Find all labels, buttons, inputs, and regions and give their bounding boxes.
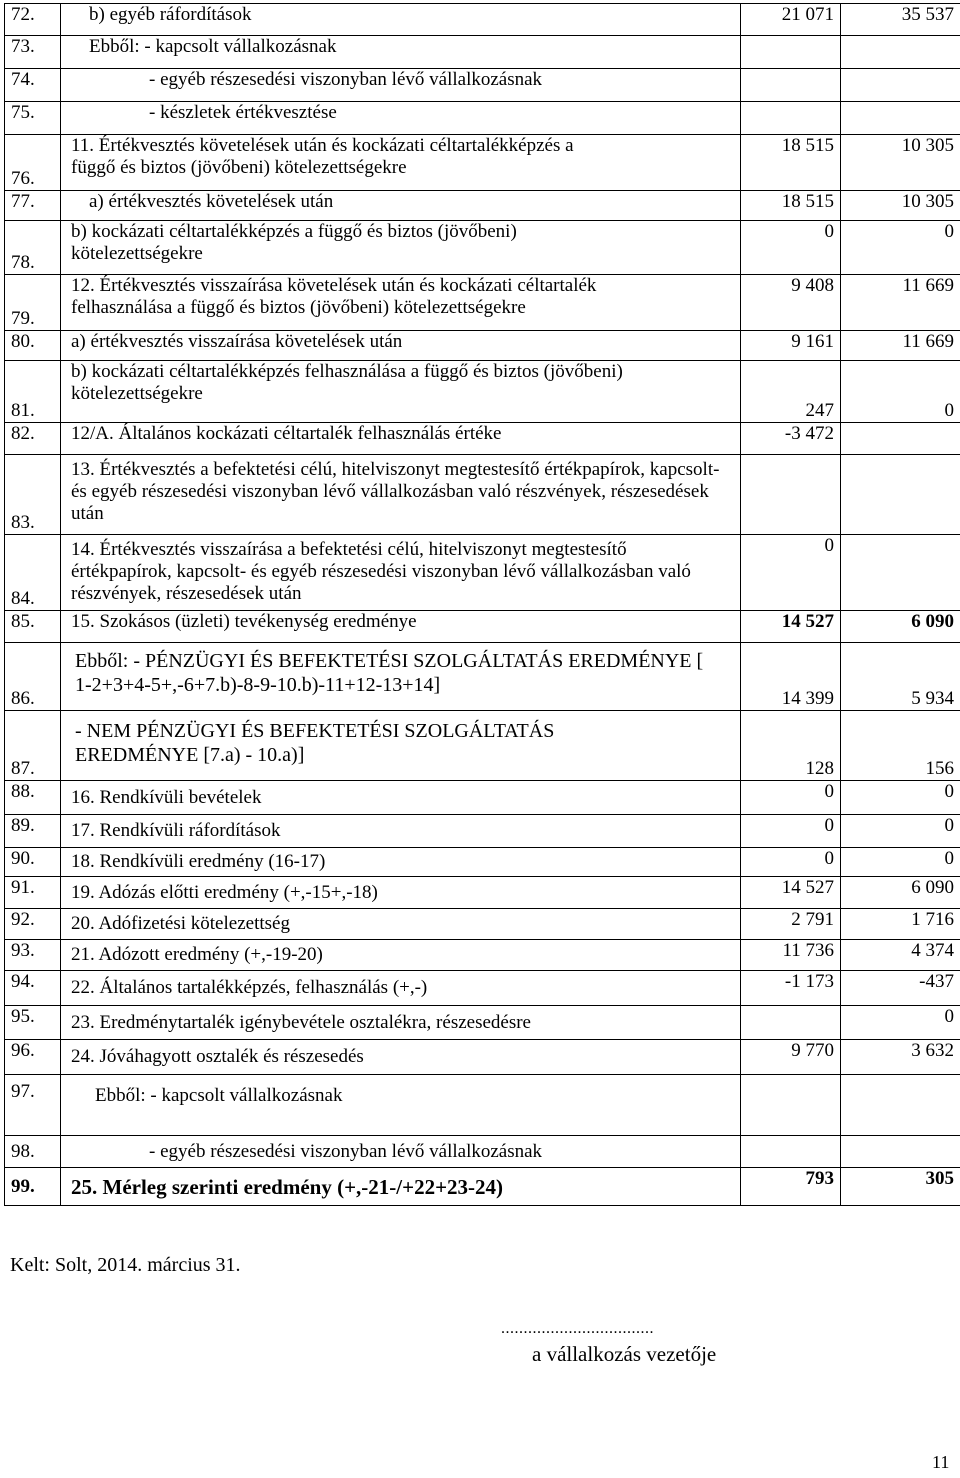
table-row (5, 711, 960, 781)
row-number: 85. (5, 611, 61, 643)
table-row (5, 361, 960, 423)
row-number: 93. (5, 940, 61, 971)
table-row (5, 331, 960, 361)
row-value-previous: 0 (841, 361, 960, 423)
table-row (5, 455, 960, 535)
table-row (5, 102, 960, 135)
row-value-current: 14 527 (741, 611, 841, 643)
row-value-previous: 6 090 (841, 877, 960, 909)
row-value-previous (841, 1075, 960, 1136)
table-row (5, 221, 960, 275)
row-label: 12. Értékvesztés visszaírása követelések után és kockázati céltartalék felhasználása a függő és biztos (jövőbeni) kötelezettségekre (61, 275, 741, 331)
row-value-previous: -437 (841, 971, 960, 1006)
row-value-previous: 1 716 (841, 909, 960, 940)
row-value-previous: 305 (841, 1168, 960, 1206)
row-label: b) kockázati céltartalékképzés felhasználása a függő és biztos (jövőbeni) kötelezettségekre (61, 361, 741, 423)
row-number: 99. (5, 1168, 61, 1206)
row-value-current (741, 69, 841, 102)
table-row (5, 815, 960, 848)
row-number: 84. (5, 535, 61, 611)
row-value-previous (841, 535, 960, 611)
row-value-previous: 4 374 (841, 940, 960, 971)
row-label: 16. Rendkívüli bevételek (61, 781, 741, 815)
row-number: 73. (5, 36, 61, 69)
table-row (5, 423, 960, 455)
row-number: 83. (5, 455, 61, 535)
row-value-previous: 11 669 (841, 275, 960, 331)
row-value-current: -1 173 (741, 971, 841, 1006)
row-value-current: 247 (741, 361, 841, 423)
row-label: 14. Értékvesztés visszaírása a befektetési célú, hitelviszonyt megtestesítő értékpapírok, kapcsolt- és egyéb részesedési viszonyban lévő vállalkozásban való részvények, részesedések után (61, 535, 741, 611)
row-value-previous (841, 455, 960, 535)
row-value-current: 0 (741, 848, 841, 877)
row-label: 24. Jóváhagyott osztalék és részesedés (61, 1040, 741, 1075)
row-value-previous: 10 305 (841, 191, 960, 221)
row-value-current: 14 399 (741, 643, 841, 711)
row-value-current: 9 161 (741, 331, 841, 361)
row-number: 97. (5, 1075, 61, 1136)
row-value-previous: 6 090 (841, 611, 960, 643)
row-label: 20. Adófizetési kötelezettség (61, 909, 741, 940)
row-label: 21. Adózott eredmény (+,-19-20) (61, 940, 741, 971)
row-value-current (741, 1006, 841, 1040)
row-number: 76. (5, 135, 61, 191)
row-number: 82. (5, 423, 61, 455)
row-value-current: 18 515 (741, 191, 841, 221)
row-label: - egyéb részesedési viszonyban lévő vállalkozásnak (61, 1136, 741, 1168)
row-number: 72. (5, 4, 61, 36)
row-value-previous (841, 36, 960, 69)
row-value-current: 11 736 (741, 940, 841, 971)
row-number: 96. (5, 1040, 61, 1075)
table-row (5, 69, 960, 102)
row-value-current: 14 527 (741, 877, 841, 909)
row-label: - egyéb részesedési viszonyban lévő vállalkozásnak (61, 69, 741, 102)
row-value-current: 18 515 (741, 135, 841, 191)
row-value-current (741, 1075, 841, 1136)
row-value-current: 793 (741, 1168, 841, 1206)
row-value-previous (841, 1136, 960, 1168)
row-label: 23. Eredménytartalék igénybevétele osztalékra, részesedésre (61, 1006, 741, 1040)
row-value-previous: 3 632 (841, 1040, 960, 1075)
row-value-previous: 5 934 (841, 643, 960, 711)
table-row (5, 909, 960, 940)
row-number: 90. (5, 848, 61, 877)
row-number: 92. (5, 909, 61, 940)
row-value-current: 9 770 (741, 1040, 841, 1075)
row-number: 88. (5, 781, 61, 815)
issue-date: Kelt: Solt, 2014. március 31. (10, 1254, 241, 1276)
row-value-previous: 0 (841, 848, 960, 877)
row-label: 22. Általános tartalékképzés, felhasználás (+,-) (61, 971, 741, 1006)
row-value-current: 0 (741, 815, 841, 848)
row-number: 80. (5, 331, 61, 361)
row-label: 17. Rendkívüli ráfordítások (61, 815, 741, 848)
row-number: 75. (5, 102, 61, 135)
table-row (5, 135, 960, 191)
row-label: 11. Értékvesztés követelések után és kockázati céltartalékképzés a függő és biztos (jövőbeni) kötelezettségekre (61, 135, 741, 191)
table-row (5, 275, 960, 331)
row-value-previous: 0 (841, 221, 960, 275)
row-label: 18. Rendkívüli eredmény (16-17) (61, 848, 741, 877)
row-value-current (741, 455, 841, 535)
row-label: Ebből: - kapcsolt vállalkozásnak (61, 36, 741, 69)
row-label: 12/A. Általános kockázati céltartalék felhasználás értéke (61, 423, 741, 455)
row-value-previous: 11 669 (841, 331, 960, 361)
row-value-current: 0 (741, 535, 841, 611)
row-number: 87. (5, 711, 61, 781)
table-row (5, 848, 960, 877)
table-row (5, 611, 960, 643)
table-row (5, 535, 960, 611)
row-label: a) értékvesztés visszaírása követelések után (61, 331, 741, 361)
income-statement-table (4, 3, 960, 1206)
table-row (5, 643, 960, 711)
row-value-previous: 10 305 (841, 135, 960, 191)
row-number: 74. (5, 69, 61, 102)
row-number: 89. (5, 815, 61, 848)
row-label: b) kockázati céltartalékképzés a függő és biztos (jövőbeni) kötelezettségekre (61, 221, 741, 275)
table-row (5, 781, 960, 815)
row-number: 94. (5, 971, 61, 1006)
table-row (5, 940, 960, 971)
row-value-previous: 0 (841, 815, 960, 848)
table-row (5, 1006, 960, 1040)
row-value-current: 128 (741, 711, 841, 781)
row-label: - készletek értékvesztése (61, 102, 741, 135)
row-number: 78. (5, 221, 61, 275)
row-value-current: 9 408 (741, 275, 841, 331)
page-number: 11 (932, 1452, 950, 1472)
row-label: 13. Értékvesztés a befektetési célú, hitelviszonyt megtestesítő értékpapírok, kapcsolt- és egyéb részesedési viszonyban lévő vállalkozásban való részvények, részesedések után (61, 455, 741, 535)
row-label: Ebből: - kapcsolt vállalkozásnak (61, 1075, 741, 1136)
row-number: 91. (5, 877, 61, 909)
row-number: 98. (5, 1136, 61, 1168)
table-row (5, 1075, 960, 1136)
table-row (5, 36, 960, 69)
row-label: - NEM PÉNZÜGYI ÉS BEFEKTETÉSI SZOLGÁLTATÁS EREDMÉNYE [7.a) - 10.a)] (61, 711, 741, 781)
table-row (5, 1136, 960, 1168)
row-value-current: 21 071 (741, 4, 841, 36)
row-number: 77. (5, 191, 61, 221)
table-row (5, 877, 960, 909)
row-value-previous: 0 (841, 1006, 960, 1040)
table-row (5, 971, 960, 1006)
row-value-current (741, 1136, 841, 1168)
row-number: 86. (5, 643, 61, 711)
row-value-previous (841, 102, 960, 135)
table-row (5, 4, 960, 36)
row-value-previous (841, 423, 960, 455)
signature-caption: a vállalkozás vezetője (532, 1342, 717, 1366)
row-value-previous (841, 69, 960, 102)
row-value-previous: 0 (841, 781, 960, 815)
row-label: 19. Adózás előtti eredmény (+,-15+,-18) (61, 877, 741, 909)
table-row (5, 1168, 960, 1206)
row-number: 81. (5, 361, 61, 423)
row-value-previous: 156 (841, 711, 960, 781)
row-number: 79. (5, 275, 61, 331)
row-number: 95. (5, 1006, 61, 1040)
table-row (5, 1040, 960, 1075)
row-value-current: -3 472 (741, 423, 841, 455)
row-value-current: 2 791 (741, 909, 841, 940)
row-value-current (741, 102, 841, 135)
row-value-current (741, 36, 841, 69)
row-value-current: 0 (741, 781, 841, 815)
row-label: b) egyéb ráfordítások (61, 4, 741, 36)
row-label: Ebből: - PÉNZÜGYI ÉS BEFEKTETÉSI SZOLGÁLTATÁS EREDMÉNYE [ 1-2+3+4-5+,-6+7.b)-8-9-10.b)-11+12-13+14] (61, 643, 741, 711)
row-value-current: 0 (741, 221, 841, 275)
row-label: 25. Mérleg szerinti eredmény (+,-21-/+22+23-24) (61, 1168, 741, 1206)
row-label: 15. Szokásos (üzleti) tevékenység eredménye (61, 611, 741, 643)
row-label: a) értékvesztés követelések után (61, 191, 741, 221)
row-value-previous: 35 537 (841, 4, 960, 36)
table-row (5, 191, 960, 221)
signature-line: .................................. (501, 1320, 654, 1337)
